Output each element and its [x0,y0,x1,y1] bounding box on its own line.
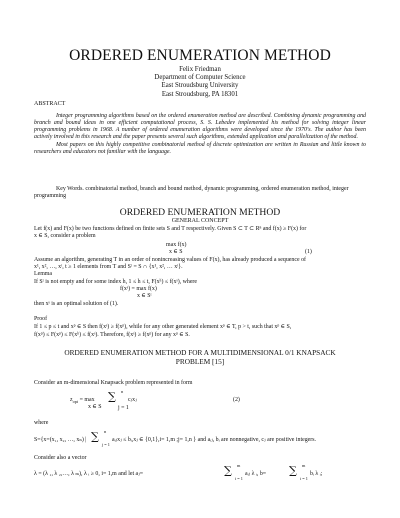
equation-subscript: x ∈ Sᵗ [137,293,152,299]
paper-title: ORDERED ENUMERATION METHOD [69,47,331,64]
abstract-paragraph: Integer programming algorithms based on the ordered enumeration method are described. Combining dynamic programming and branch and bound ideas in one efficient computational process, S. S. Lebedev implemented his method for solving integer linear programming problems in 1968. A number of ordered enumeration algorithms were developed since the 1970's. The author has been actively involved in this research and the paper presents several such algorithms, extended application and parallelization of the method. [34,113,366,141]
abstract-text [34,113,366,156]
sum-lower: j = 1 [118,405,129,411]
lemma-label: Lemma [34,271,52,277]
body-line: x ∈ S, consider a problem [34,233,96,239]
section-heading-text: ORDERED ENUMERATION METHOD FOR A MULTIDIMENSIONAL 0/1 KNAPSACK PROBLEM [15] [64,348,336,366]
sum-upper: m [237,463,241,468]
author-dept: Department of Computer Science [154,74,246,82]
sum-lower: i = 1 [235,476,243,481]
author-block [0,66,400,99]
body-line: Let f(x) and F(x) be two functions defined on finite sets S and T respectively. Given S ⊂ T ⊂ Rⁿ and f(x) ≥ F(x) for [34,226,307,232]
body-line: Consider an m-dimensional Knapsack problem represented in form [34,380,193,386]
equation-subscript: x ∈ S [169,249,183,255]
body-line: If 1 ≤ p ≤ t and xᵖ ∈ S then f(xˢ) ≥ f(xᵖ), while for any other generated element xᵖ ∈ T, p > t, such that xᵖ ∈ S, [34,324,292,330]
section-subheading: GENERAL CONCEPT [171,218,229,224]
body-line: f(xᵖ) ≤ F(xᵖ) ≤ F(xʰ) ≤ f(xˢ). Therefore, f(xˢ) ≥ f(xᵖ) for any xᵖ ∈ S. [34,332,190,338]
equation-term: cⱼxⱼ [128,397,137,403]
body-line: Assume an algorithm, generating T in an order of nonincreasing values of F(x), has already produced a sequence of [34,257,306,263]
where-label: where [34,420,49,426]
abstract-label: ABSTRACT [34,101,66,107]
body-line: then xˢ is an optimal solution of (1). [34,301,119,307]
abstract-paragraph: Most papers on this highly competitive combinatorial method of discrete optimization are written in Russian and little known to researchers and educators not familiar with the language. [34,141,366,155]
sum-upper: m [302,463,306,468]
body-line: Consider also a vector [34,455,87,461]
body-line: aᵢⱼ λ ᵢ, b= [245,471,267,477]
sum-upper: n [121,389,124,394]
body-line: bᵢ λ ᵢ; [310,471,323,477]
equation: $z_{opt} = \max$ [70,397,95,405]
equation: max f(x) [166,242,187,248]
section-heading [0,349,400,366]
author-name: Felix Friedman [179,66,221,73]
equation-number: (2) [233,397,240,403]
body-line: If Sᵗ is not empty and for some index h, 1 ≤ h ≤ t, F(xʰ) ≤ f(xˢ), where [34,279,198,285]
sum-lower: j = 1 [102,442,110,447]
author-university: East Stroudsburg University [161,82,239,90]
equation-subscript: x ∈ S [88,404,102,410]
equation: f(xˢ) = max f(x) [120,286,157,292]
sum-upper: n [104,429,107,434]
proof-label: Proof [34,316,48,322]
body-line: aᵢⱼxⱼ ≤ bᵢ,xⱼ ∈ {0,1},i= 1,m ;j= 1,n } and aᵢⱼ, bᵢ are nonnegative, cⱼ are positive integers. [112,437,316,443]
body-line: S={x=(x₁, x₂, …, xₙ) | [34,437,87,443]
sum-sign: ∑ [91,430,99,443]
body-line: λ = (λ ₁, λ ₂,…, λ ₘ), λ ᵢ ≥ 0, i= 1,m and let aⱼ= [34,471,144,477]
keywords: Key Words. combinatorial method, branch and bound method, dynamic programming, ordered enumeration method, integer programming [34,186,349,200]
equation-number: (1) [305,249,312,255]
author-address: East Stroudsburg, PA 18301 [161,90,239,98]
sum-lower: i = 1 [300,476,308,481]
sum-sign: ∑ [289,464,297,477]
section-heading: ORDERED ENUMERATION METHOD [119,207,281,218]
body-line: x¹, x², …, xᵗ, t ≥ 1 elements from T and Sᵗ = S ∩ {x¹, x², … xᵗ}. [34,264,183,270]
sum-sign: ∑ [108,390,116,403]
sum-sign: ∑ [224,464,232,477]
